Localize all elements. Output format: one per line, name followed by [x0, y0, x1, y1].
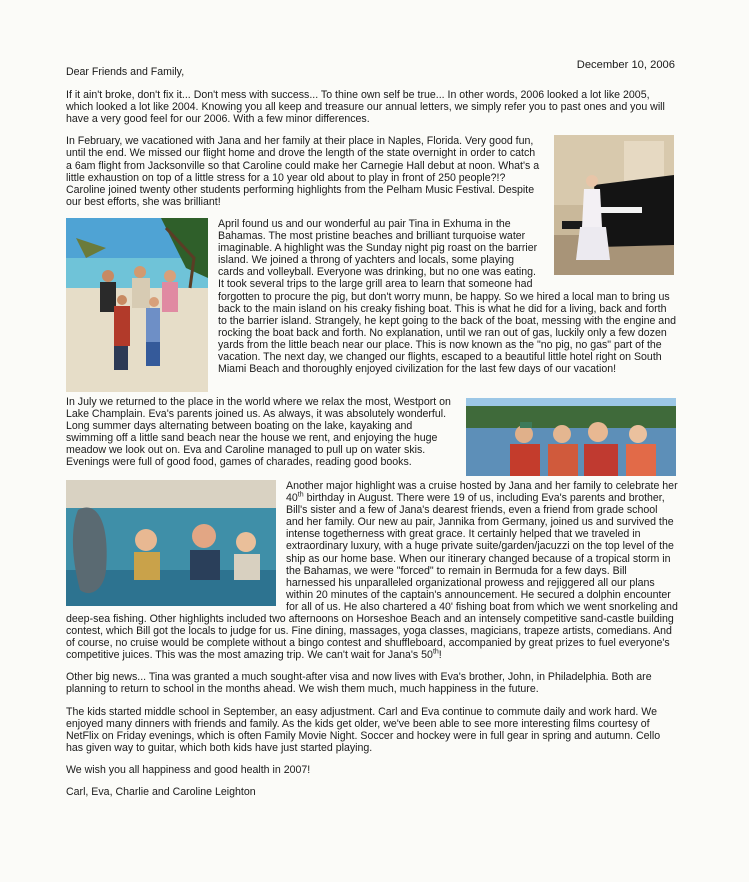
paragraph-february: In February, we vacationed with Jana and her family at their place in Naples, Florida. Very good fun, until the end. We missed our flight home and drove the length of the state overnight in order to catch a 6am flight from Jacksonville so that Caroline could make her Carnegie Hall debut at noon. What's a little exhaustion on top of a little stress for a 10 year old about to play in front of 250 people?!? Caroline joined twenty other students performing highlights from the Pelham Music Festival. Despite our best efforts, she was brilliant! [66, 135, 540, 208]
paragraph-july: In July we returned to the place in the world where we relax the most, Westport on Lake Champlain. Eva's parents joined us. As always, it was absolutely wonderful. Long summer days alternating between boating on the lake, kayaking and swimming off a little sand beach near the house we rent, and enjoying the huge meadow we look out on. Eva and Caroline managed to pull up on water skis. Evenings were full of good food, games of charades, reading good books. [66, 395, 451, 469]
dolphin-photo [66, 480, 276, 606]
august-text-b: birthday in August. There were 19 of us, including Eva's parents and brother, Bill's sister and a few of Jana's dearest friends, even a friend from grade school and her family. Our new au pair, Jannika from Germany, joined us and survived the intense togetherness with great grace. It certainly helped that we traveled in extraordinary luxury, with a huge private suite/garden/jacuzzi on the top level of the ship as our home base. When our itinerary changed because of a tropical storm in the Bahamas, we were "forced" to remain in Bermuda for a few days. Bill harnessed his unparalleled organizational prowess and rejiggered all our plans within 20 minutes of the captain's announcement. He secured a dolphin encounter for all of us. He also chartered a 40' fishing boat from which we went snorkeling and deep-sea fishing. Other highlights included two afternoons on Horseshoe Beach and an intensely competitive sand-castle building contest, which Bill got the locals to judge for us. Fine dining, massages, yoga classes, magicians, trapeze artists, comedians. And of course, no cruise would be complete without a bingo contest and shuffleboard, accompanied by great prizes to fuel everyone's competitive juices. This was the most amazing trip. We can't wait for Jana's 50 [66, 492, 678, 662]
august-text-a: Another major highlight was a cruise hosted by Jana and her family to celebrate her 40 [286, 479, 678, 505]
paragraph-other-news: Other big news... Tina was granted a much sought-after visa and now lives with Eva's brother, John, in Philadelphia. Both are planning to return to school in the months ahead. We wish them much, much happiness in the future. [66, 671, 652, 696]
paragraph-intro: If it ain't broke, don't fix it... Don't mess with success... To thine own self be true... In other words, 2006 looked a lot like 2005, which looked a lot like 2004. Knowing you all keep and treasure our annual letters, we simply refer you to past ones and you will have a very good feel for our 2006. With a few minor differences. [66, 89, 665, 126]
august-sup-b: th [432, 648, 439, 656]
paragraph-april: April found us and our wonderful au pair Tina in Exhuma in the Bahamas. The most pristine beaches and brilliant turquoise water imaginable. A highlight was the Sunday night pig roast on the barrier island. We joined a throng of yachters and locals, some playing cards and volleyball. Everyone was drinking, but no one was eating. It took several trips to the large grill area to learn that someone had forgotten to procure the pig, but don't worry munn, be happy. So we hired a local man to bring us back to the main island on his creaky fishing boat. This is what he did for a living, back and forth to the barrier island. Strangely, he kept going to the back of the boat, messing with the engine and rocking the boat back and forth. No explanation, until we ran out of gas, luckily only a few dozen yards from the little beach near our place. This is now known as the "no pig, no gas" part of the vacation. The next day, we changed our flights, escaped to a beautiful little hotel right on South Miami Beach and thoroughly enjoyed civilization for the last few days of our vacation! [218, 217, 676, 376]
august-sup-a: th [297, 491, 304, 499]
august-text-c: ! [438, 649, 442, 662]
piano-photo [554, 135, 674, 275]
lake-photo [466, 398, 676, 476]
letter-date: December 10, 2006 [576, 59, 675, 71]
paragraph-wishes: We wish you all happiness and good health in 2007! [66, 763, 311, 776]
greeting: Dear Friends and Family, [66, 66, 185, 78]
paragraph-school: The kids started middle school in September, an easy adjustment. Carl and Eva continue to commute daily and work hard. We enjoyed many dinners with friends and family. As the kids get older, we've been able to see more interesting films courtesy of NetFlix on Friday evenings, which is often Family Movie Night. Soccer and hockey were in full gear in spring and autumn. Cello has given way to guitar, which both kids have just started playing. [66, 705, 661, 754]
beach-photo [66, 218, 208, 392]
letter-body [66, 66, 678, 808]
signature: Carl, Eva, Charlie and Caroline Leighton [66, 786, 256, 798]
